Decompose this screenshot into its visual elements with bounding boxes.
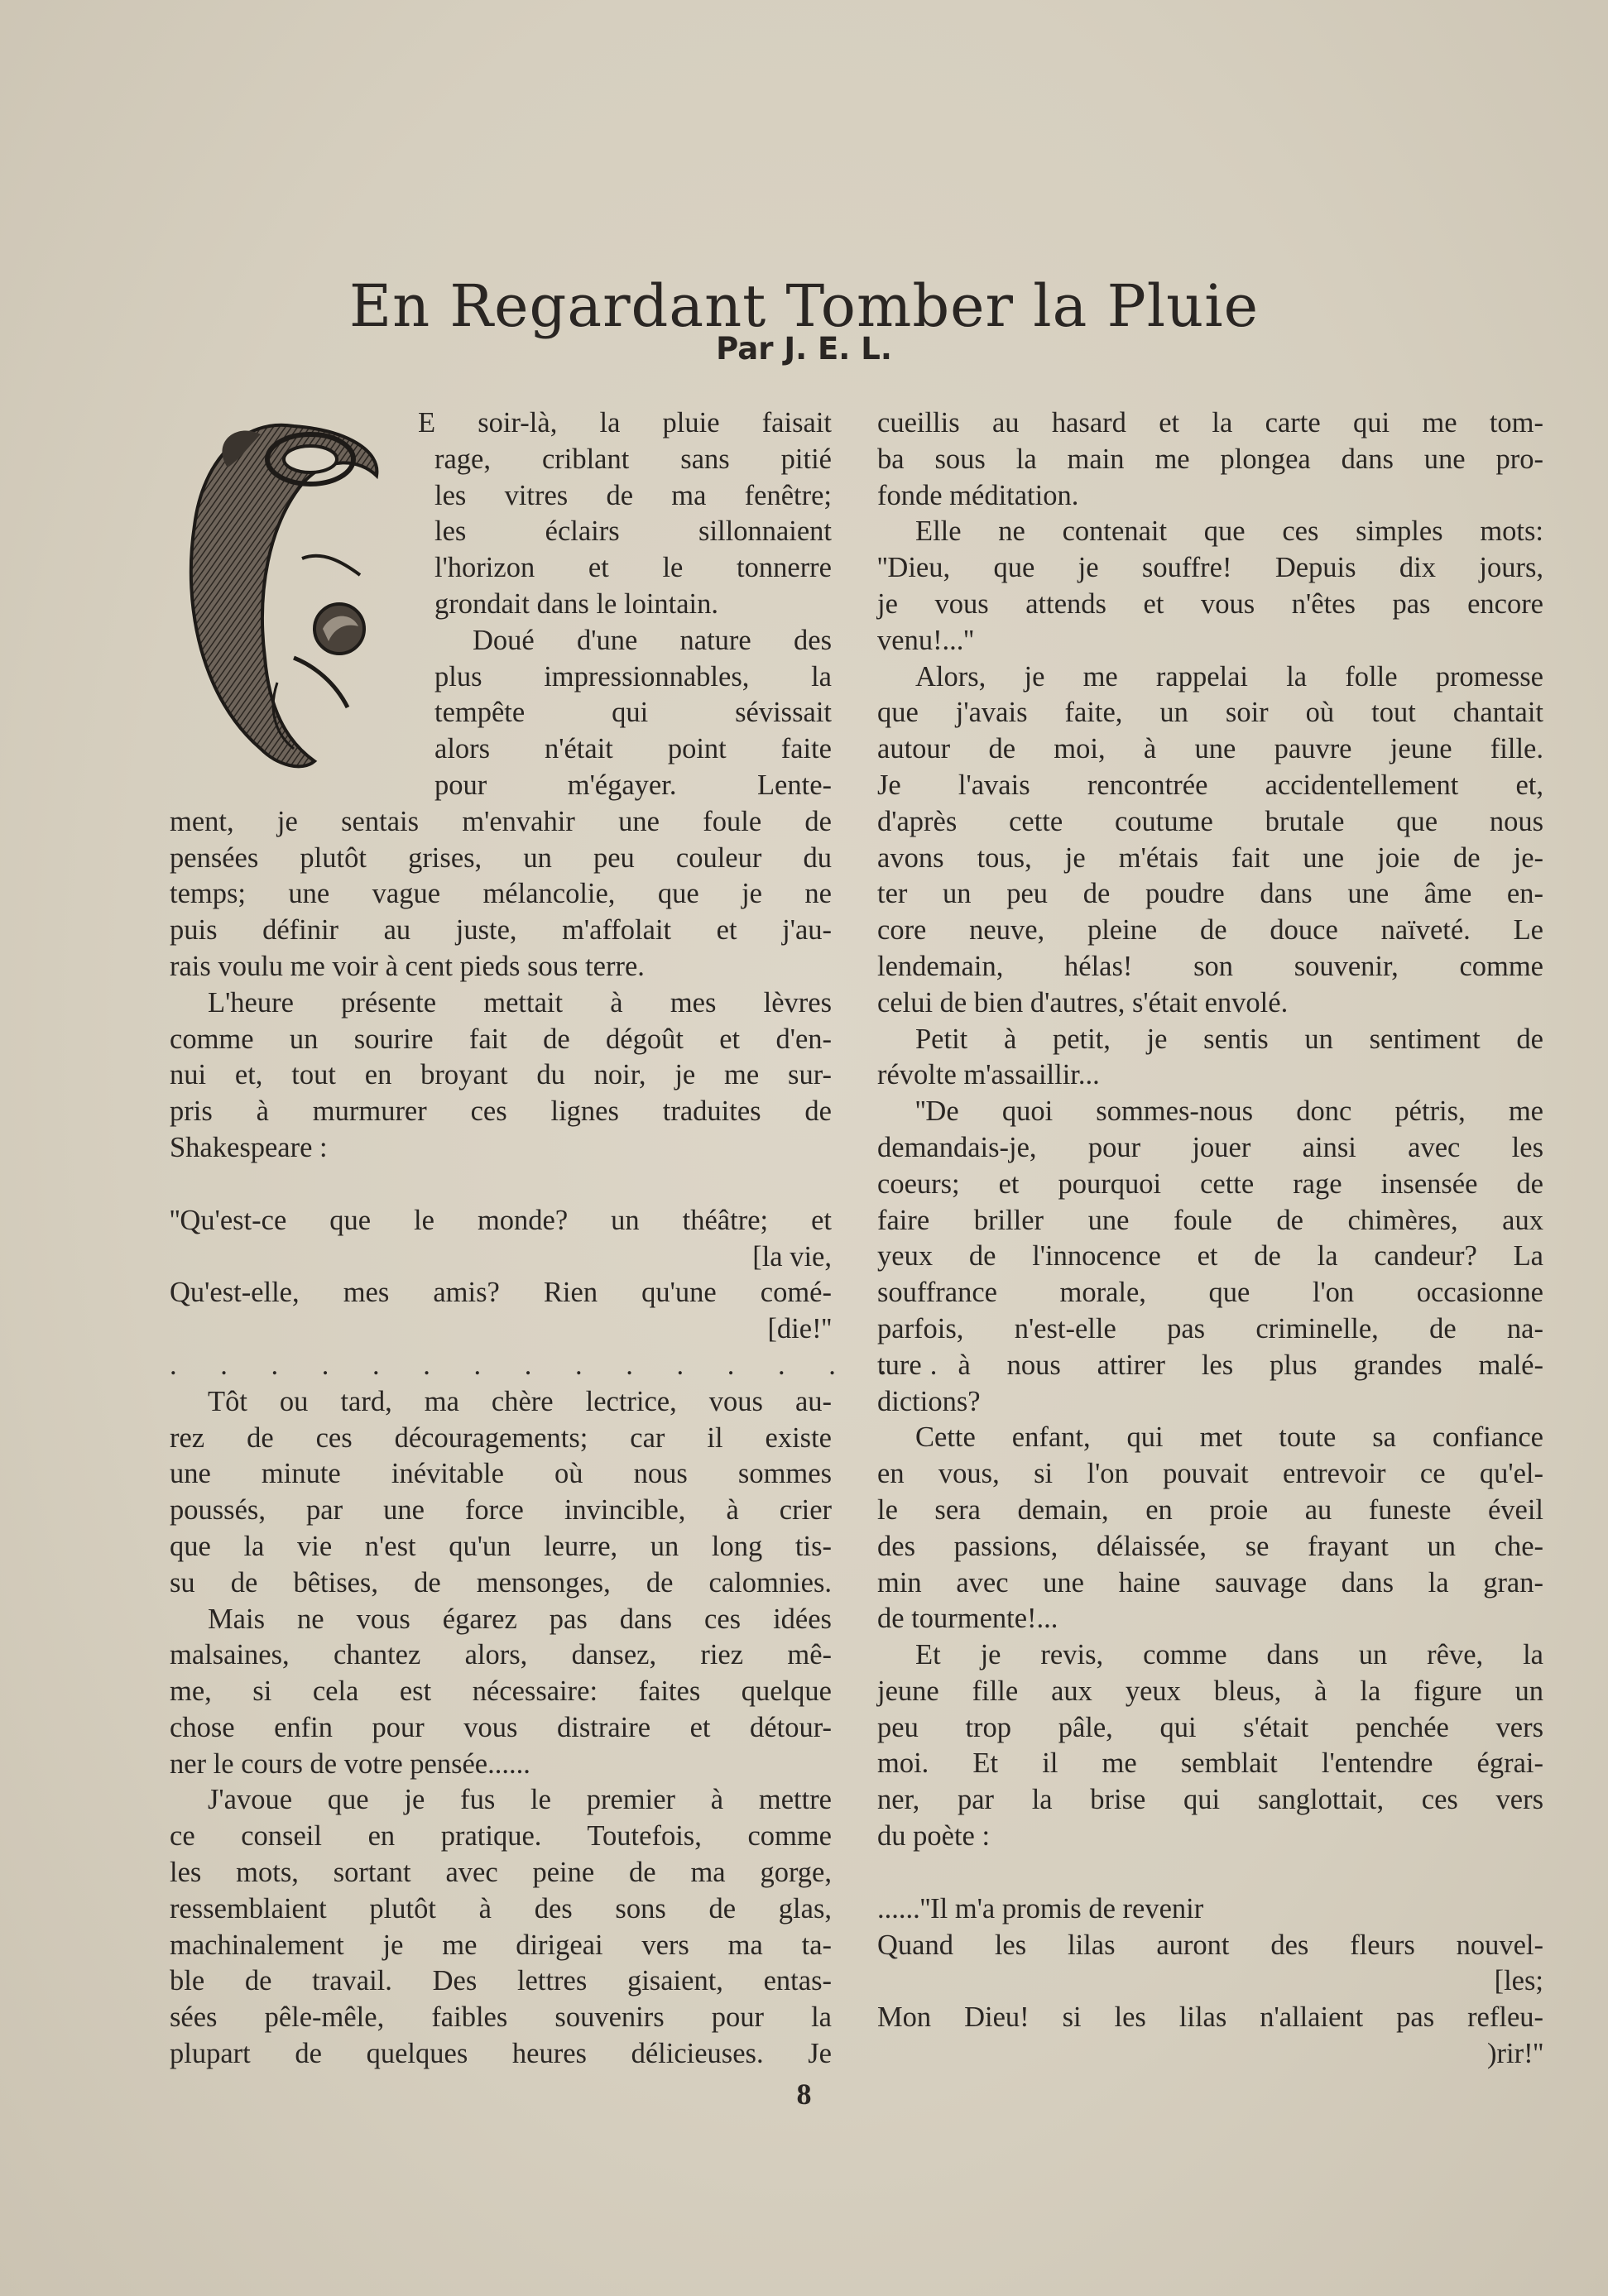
text-line: moi. Et il me semblait l'entendre égrai- (877, 1747, 1543, 1780)
text-line: malsaines, chantez alors, dansez, riez mê- (170, 1639, 832, 1671)
text-line: Quand les lilas auront des fleurs nouvel- (877, 1929, 1543, 1961)
text-line: poussés, par une force invincible, à crier (170, 1494, 832, 1527)
text-line: sées pêle-mêle, faibles souvenirs pour la (170, 2001, 832, 2034)
text-line: alors n'était point faite (434, 733, 832, 765)
text-line: comme un sourire fait de dégoût et d'en- (170, 1023, 832, 1055)
paragraph (877, 514, 1543, 659)
poem-quotation (877, 1891, 1543, 2073)
paragraph (877, 405, 1543, 514)
text-line: [die!'' (767, 1313, 832, 1345)
text-line: Tôt ou tard, ma chère lectrice, vous au- (208, 1385, 832, 1417)
text-line: ''De quoi sommes-nous donc pétris, me (915, 1095, 1543, 1128)
quotation (170, 1203, 832, 1348)
text-line: des passions, délaissée, se frayant un che- (877, 1530, 1543, 1562)
text-line: souffrance morale, que l'on occasionne (877, 1277, 1543, 1309)
text-line: en vous, si l'on pouvait entrevoir ce qu'el- (877, 1458, 1543, 1490)
text-line: du poète : (877, 1820, 991, 1853)
text-line: ba sous la main me plongea dans une pro- (877, 443, 1543, 475)
text-line: les éclairs sillonnaient (434, 515, 832, 548)
text-line: ner, par la brise qui sanglottait, ces vers (877, 1784, 1543, 1816)
text-line: min avec une haine sauvage dans la gran- (877, 1566, 1543, 1599)
paragraph (877, 1637, 1543, 1855)
text-line: venu!...'' (877, 624, 974, 656)
text-line: ''Dieu, que je souffre! Depuis dix jours, (877, 552, 1543, 584)
text-line: me, si cela est nécessaire: faites quelque (170, 1675, 832, 1708)
text-line: le sera demain, en proie au funeste éveil (877, 1493, 1543, 1526)
text-line: d'après cette coutume brutale que nous (877, 805, 1543, 837)
article-title: En Regardant Tomber la Pluie (348, 271, 1260, 340)
text-line: Cette enfant, qui met toute sa confiance (915, 1421, 1543, 1454)
text-line: puis définir au juste, m'affolait et j'au- (170, 914, 832, 947)
text-line: rage, criblant sans pitié (434, 443, 832, 475)
text-line: chose enfin pour vous distraire et détour- (170, 1711, 832, 1743)
text-line: grondait dans le lointain. (434, 587, 719, 620)
text-line: peu trop pâle, qui s'était penchée vers (877, 1711, 1543, 1743)
text-line: J'avoue que je fus le premier à mettre (208, 1784, 832, 1816)
text-line: celui de bien d'autres, s'était envolé. (877, 986, 1289, 1019)
text-line: L'heure présente mettait à mes lèvres (208, 986, 832, 1019)
text-line: jeune fille aux yeux bleus, à la figure un (877, 1675, 1543, 1707)
text-line: ture à nous attirer les plus grandes malé- (877, 1349, 1543, 1381)
text-line: [les; (1494, 1965, 1543, 1997)
text-line: yeux de l'innocence et de la candeur? La (877, 1240, 1543, 1273)
paragraph (877, 1420, 1543, 1637)
text-line: Alors, je me rappelai la folle promesse (915, 660, 1543, 693)
text-line: lendemain, hélas! son souvenir, comme (877, 950, 1543, 982)
text-line: Mais ne vous égarez pas dans ces idées (208, 1603, 832, 1635)
text-line: ter un peu de poudre dans une âme en- (877, 878, 1543, 910)
paragraph (170, 623, 832, 985)
paragraph (170, 985, 832, 1167)
paragraph (170, 1782, 832, 2072)
paragraph (170, 1602, 832, 1783)
text-line: Et je revis, comme dans un rêve, la (915, 1639, 1543, 1671)
text-line: je vous attends et vous n'êtes pas encore (877, 587, 1543, 620)
text-line: que la vie n'est qu'un leurre, un long tis- (170, 1530, 832, 1562)
paragraph (170, 405, 832, 623)
text-line: de tourmente!... (877, 1603, 1058, 1635)
text-line: tempête qui sévissait (434, 697, 832, 729)
text-line: cueillis au hasard et la carte qui me tom- (877, 407, 1543, 439)
text-line: ressemblaient plutôt à des sons de glas, (170, 1892, 832, 1925)
text-line: une minute inévitable où nous sommes (170, 1458, 832, 1490)
text-line: pour m'égayer. Lente- (434, 769, 832, 801)
text-line: core neuve, pleine de douce naïveté. Le (877, 914, 1543, 947)
text-line: Elle ne contenait que ces simples mots: (915, 515, 1543, 548)
text-line: Petit à petit, je sentis un sentiment de (915, 1023, 1543, 1055)
right-column (877, 405, 1543, 2073)
text-line: pensées plutôt grises, un peu couleur du (170, 841, 832, 874)
text-line: E soir-là, la pluie faisait (418, 407, 832, 439)
page-number: 8 (796, 2078, 812, 2111)
paragraph (877, 659, 1543, 1022)
text-line: ......''Il m'a promis de revenir (877, 1892, 1204, 1925)
text-line: les vitres de ma fenêtre; (434, 479, 832, 511)
text-line: que j'avais faite, un soir où tout chantait (877, 697, 1543, 729)
article-byline: Par J. E. L. (716, 331, 892, 367)
paragraph (877, 1022, 1543, 1095)
text-line: pris à murmurer ces lignes traduites de (170, 1095, 832, 1128)
text-line: faire briller une foule de chimères, aux (877, 1204, 1543, 1236)
text-line: autour de moi, à une pauvre jeune fille. (877, 733, 1543, 765)
text-line: ce conseil en pratique. Toutefois, comme (170, 1820, 832, 1853)
text-line: rais voulu me voir à cent pieds sous terre. (170, 950, 645, 982)
text-line: su de bêtises, de mensonges, de calomnies. (170, 1566, 832, 1599)
text-line: Doué d'une nature des (473, 624, 832, 656)
text-line: Je l'avais rencontrée accidentellement et, (877, 769, 1543, 801)
ellipsis-separator: . . . . . . . . . . . . . . . . (170, 1349, 956, 1381)
text-line: ment, je sentais m'envahir une foule de (170, 805, 832, 837)
text-line: l'horizon et le tonnerre (434, 552, 832, 584)
text-line: avons tous, je m'étais fait une joie de je- (877, 841, 1543, 874)
text-line: plus impressionnables, la (434, 660, 832, 693)
text-line: demandais-je, pour jouer ainsi avec les (877, 1131, 1543, 1163)
text-line: Shakespeare : (170, 1131, 328, 1163)
text-line: ble de travail. Des lettres gisaient, entas- (170, 1965, 832, 1997)
paragraph (877, 1094, 1543, 1420)
text-line: révolte m'assaillir... (877, 1059, 1100, 1091)
text-line: plupart de quelques heures délicieuses. Je (170, 2038, 832, 2070)
text-line: rez de ces découragements; car il existe (170, 1421, 832, 1454)
text-line: fonde méditation. (877, 479, 1079, 511)
text-line: les mots, sortant avec peine de ma gorge, (170, 1857, 832, 1889)
text-line: machinalement je me dirigeai vers ma ta- (170, 1929, 832, 1961)
text-line: ''Qu'est-ce que le monde? un théâtre; et (170, 1204, 832, 1236)
text-line: [la vie, (752, 1240, 832, 1273)
text-line: Qu'est-elle, mes amis? Rien qu'une comé- (170, 1277, 832, 1309)
text-line: parfois, n'est-elle pas criminelle, de na- (877, 1312, 1543, 1345)
text-line: Mon Dieu! si les lilas n'allaient pas refleu- (877, 2001, 1543, 2034)
text-line: coeurs; et pourquoi cette rage insensée de (877, 1167, 1543, 1200)
text-line: dictions? (877, 1385, 981, 1417)
text-line: nui et, tout en broyant du noir, je me sur- (170, 1059, 832, 1091)
text-line: )rir!'' (1487, 2038, 1543, 2070)
text-line: ner le cours de votre pensée...... (170, 1747, 530, 1780)
text-line: temps; une vague mélancolie, que je ne (170, 878, 832, 910)
paragraph (170, 1384, 832, 1602)
